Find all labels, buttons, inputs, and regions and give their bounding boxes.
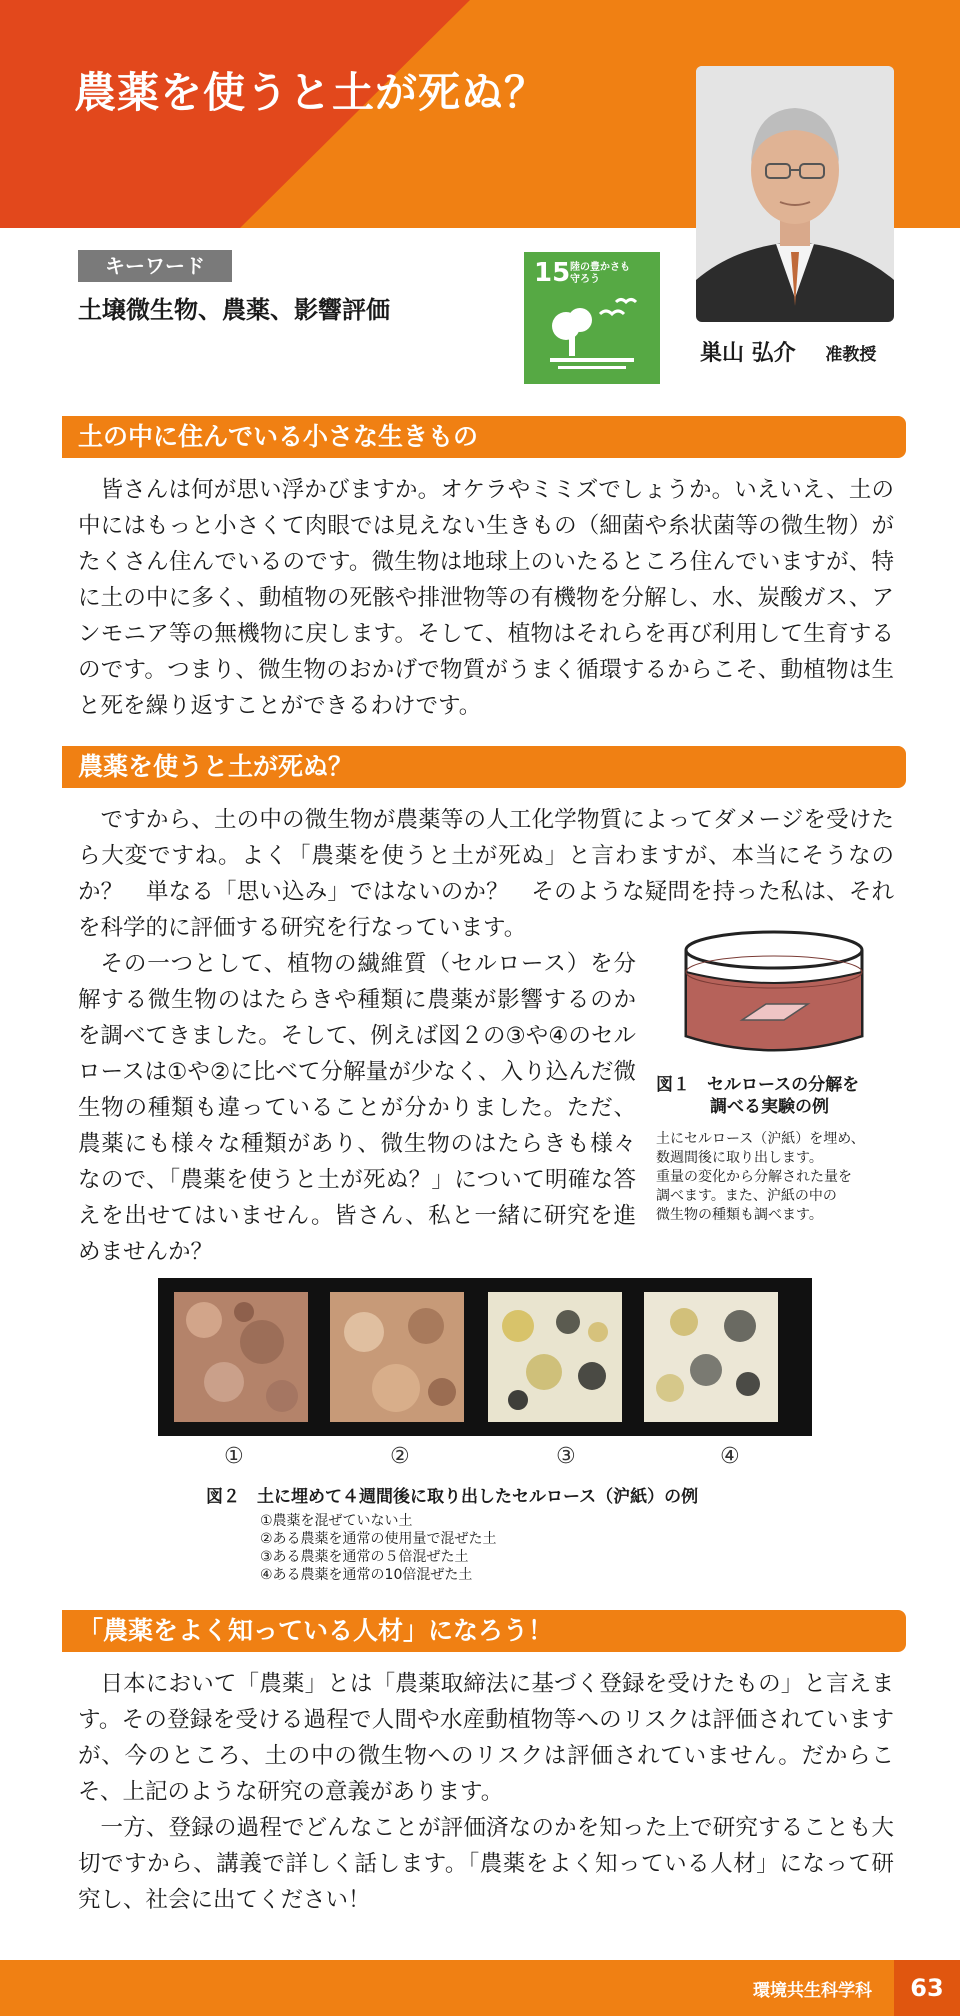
section-heading-2: 農薬を使うと土が死ぬ？ — [62, 746, 906, 788]
section-body-2b — [78, 946, 636, 1270]
paragraph: その一つとして、植物の繊維質（セルロース）を分解する微生物のはたらきや種類に農薬が影響するのかを調べてきました。そして、例えば図２の③や④のセルロースは①や②に比べて分解量が少なく、入り込んだ微生物の種類も違っていることが分かりました。ただ、農薬にも様々な種類があり、微生物のはたらきも様々なので、「農薬を使うと土が死ぬ？」について明確な答えを出せてはいません。皆さん、私と一緒に研究を進めませんか？ — [78, 951, 636, 1265]
sample-1-image — [174, 1292, 308, 1422]
paragraph: 皆さんは何が思い浮かびますか。オケラやミミズでしょうか。いえいえ、土の中にはもっと小さくて肉眼では見えない生きもの（細菌や糸状菌等の微生物）がたくさん住んでいるのです。微生物は地球上のいたるところ住んでいますが、特に土の中に多く、動植物の死骸や排泄物等の有機物を分解し、水、炭酸ガス、アンモニア等の無機物に戻します。そして、植物はそれらを再び利用して生育するのです。つまり、微生物のおかげで物質がうまく循環するからこそ、動植物は生と死を繰り返すことができるわけです。 — [78, 477, 894, 719]
note-line: 数週間後に取り出します。 — [656, 1150, 823, 1166]
sample-number: ① — [224, 1444, 244, 1469]
figure-1-caption-line2: 調べる実験の例 — [710, 1097, 829, 1117]
author-block — [700, 336, 876, 367]
note-line: 土にセルロース（沪紙）を埋め、 — [656, 1131, 865, 1147]
author-photo — [696, 66, 894, 322]
figure-1-caption — [656, 1074, 859, 1118]
author-position: 准教授 — [825, 345, 877, 365]
sample-number: ② — [390, 1444, 410, 1469]
section-body-1 — [78, 472, 894, 724]
sample-3-image — [488, 1292, 622, 1422]
keyword-text: 土壌微生物、農薬、影響評価 — [78, 296, 390, 324]
paragraph: 一方、登録の過程でどんなことが評価済なのかを知った上で研究することも大切ですから、講義で詳しく話します。「農薬をよく知っている人材」になって研究し、社会に出てください！ — [78, 1815, 894, 1913]
note-line: ③ある農薬を通常の５倍混ぜた土 — [260, 1549, 469, 1565]
sample-4-image — [644, 1292, 778, 1422]
section-body-3 — [78, 1666, 894, 1918]
figure-2-caption: 図２ 土に埋めて４週間後に取り出したセルロース（沪紙）の例 — [206, 1487, 699, 1507]
figure-2-note — [260, 1512, 497, 1584]
sdg-title-line1: 陸の豊かさも — [570, 262, 630, 273]
footer-bar — [0, 1960, 960, 2016]
petri-dish-illustration — [684, 928, 864, 1058]
note-line: ④ある農薬を通常の10倍混ぜた土 — [260, 1567, 473, 1583]
sample-number: ④ — [720, 1444, 740, 1469]
page-title: 農薬を使うと土が死ぬ？ — [74, 68, 548, 117]
note-line: ②ある農薬を通常の使用量で混ぜた土 — [260, 1531, 497, 1547]
section-heading-3: 「農薬をよく知っている人材」になろう！ — [62, 1610, 906, 1652]
keyword-label: キーワード — [78, 250, 232, 282]
section-body-2a — [78, 802, 894, 946]
sdg-title-line2: 守ろう — [570, 274, 600, 285]
note-line: 微生物の種類も調べます。 — [656, 1207, 823, 1223]
section-heading-1: 土の中に住んでいる小さな生きもの — [62, 416, 906, 458]
note-line: ①農薬を混ぜていない土 — [260, 1513, 413, 1529]
sample-2-image — [330, 1292, 464, 1422]
page-number: 63 — [894, 1960, 960, 2016]
note-line: 重量の変化から分解された量を — [656, 1169, 852, 1185]
paragraph: 日本において「農薬」とは「農薬取締法に基づく登録を受けたもの」と言えます。その登録を受ける過程で人間や水産動植物等へのリスクは評価されていますが、今のところ、土の中の微生物へのリスクは評価されていません。だからこそ、上記のような研究の意義があります。 — [78, 1671, 894, 1805]
cellulose-samples-photo — [158, 1278, 812, 1436]
paragraph: ですから、土の中の微生物が農薬等の人工化学物質によってダメージを受けたら大変ですね。よく「農薬を使うと土が死ぬ」と言わますが、本当にそうなのか？ 単なる「思い込み」ではないのか？ そのような疑問を持った私は、それを科学的に評価する研究を行なっています。 — [78, 807, 894, 941]
footer-department: 環境共生科学科 — [753, 1981, 872, 2001]
note-line: 調べます。また、沪紙の中の — [656, 1188, 837, 1204]
figure-1-caption-line1: 図１ セルロースの分解を — [656, 1075, 860, 1095]
figure-1-note — [656, 1130, 865, 1225]
sdg-number: 15 — [534, 258, 571, 288]
sample-number: ③ — [556, 1444, 576, 1469]
tree-birds-icon — [524, 252, 660, 384]
author-name: 巣山 弘介 — [700, 341, 796, 366]
sdg-15-badge — [524, 252, 660, 384]
